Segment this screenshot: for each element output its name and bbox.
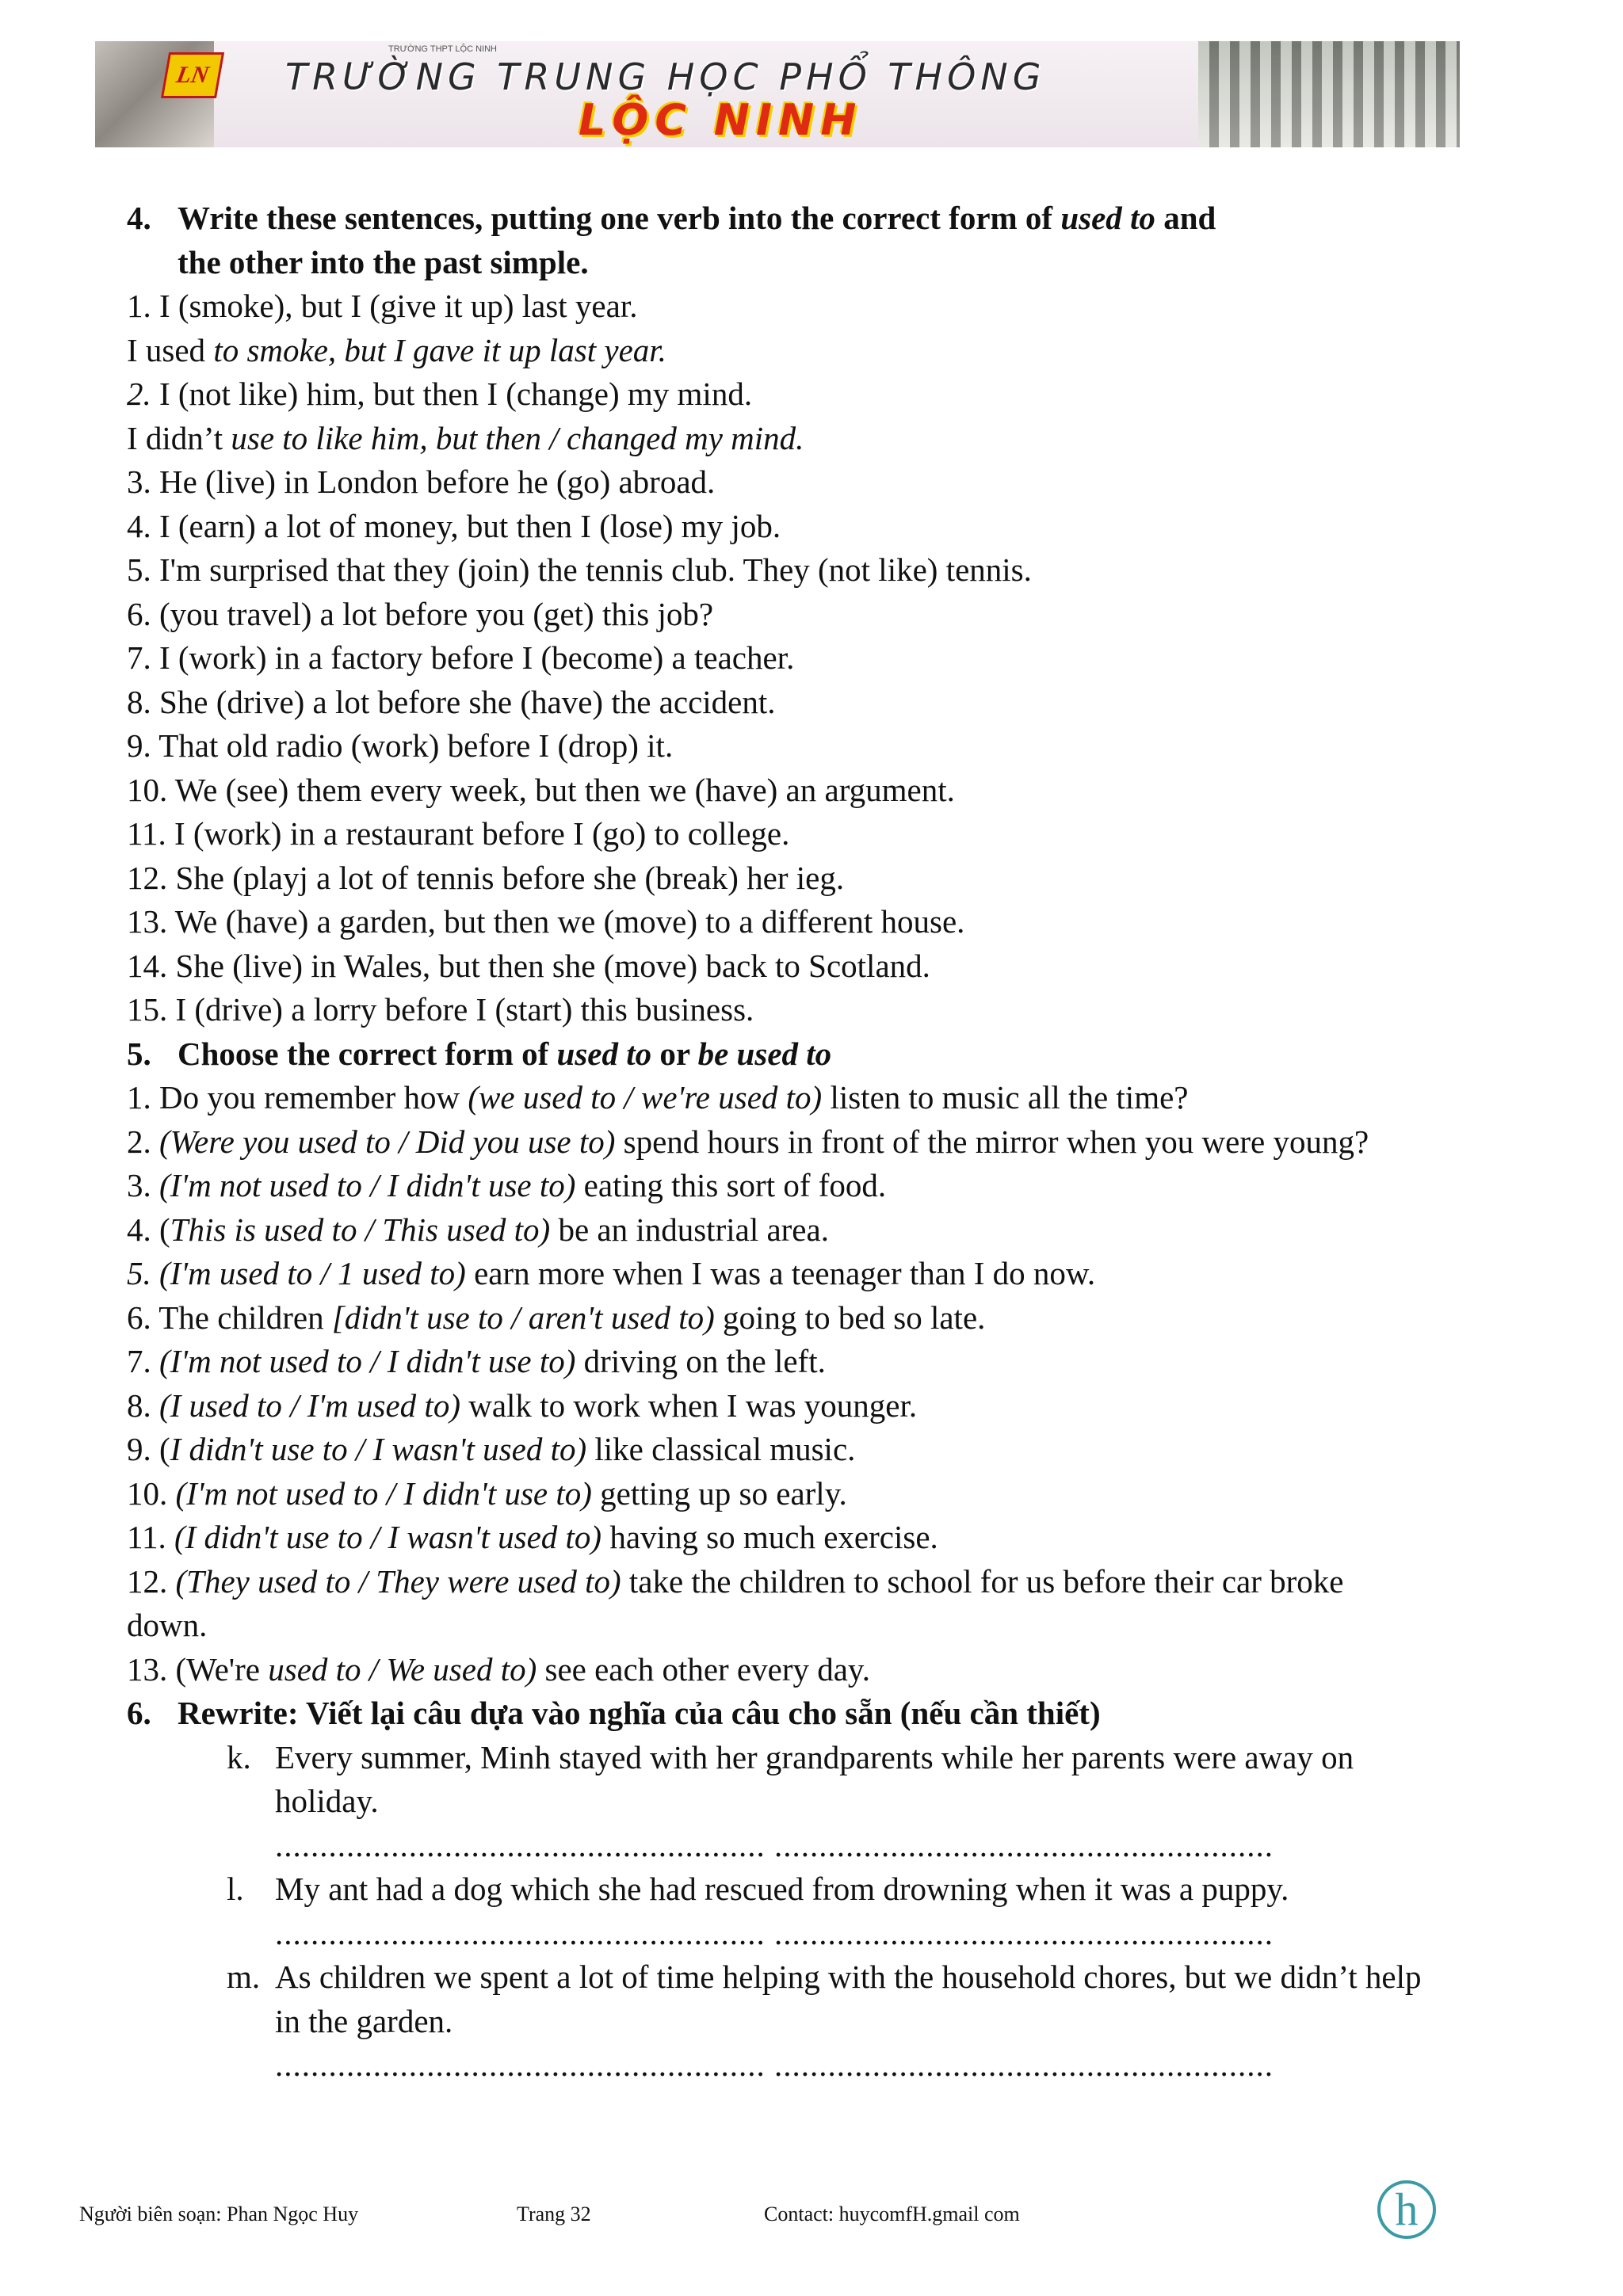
section-4-item: 3. He (live) in London before he (go) abroad. bbox=[127, 463, 716, 500]
section-5-item: 6. The children [didn't use to / aren't used to) going to bed so late. bbox=[127, 1299, 986, 1336]
section-4-item: 10. We (see) them every week, but then we (have) an argument. bbox=[127, 771, 955, 808]
worksheet-content bbox=[127, 196, 1426, 2088]
section-4-item: 13. We (have) a garden, but then we (move) to a different house. bbox=[127, 903, 965, 940]
section-6-heading: 6. Rewrite: Viết lại câu dựa vào nghĩa của câu cho sẵn (nếu cần thiết) bbox=[127, 1695, 1101, 1731]
section-5-item: 12. (They used to / They were used to) take the children to school for us before their car broke down. bbox=[127, 1562, 1344, 1643]
section-4-example-1-answer: I used to smoke, but I gave it up last year. bbox=[127, 331, 666, 368]
section-5-item: 10. (I'm not used to / I didn't use to) getting up so early. bbox=[127, 1474, 847, 1512]
section-5-item: 9. (I didn't use to / I wasn't used to) like classical music. bbox=[127, 1431, 856, 1467]
rewrite-item-l: l. My ant had a dog which she had rescued from drowning when it was a puppy. bbox=[227, 1871, 1289, 1907]
section-4-example-1-question: 1. I (smoke), but I (give it up) last year. bbox=[127, 288, 638, 324]
rewrite-item-k: k. Every summer, Minh stayed with her grandparents while her parents were away on holiday. bbox=[227, 1738, 1354, 1819]
header-banner bbox=[95, 41, 1460, 147]
section-4-item: 9. That old radio (work) before I (drop) it. bbox=[127, 727, 674, 764]
section-5-item: 4. (This is used to / This used to) be an industrial area. bbox=[127, 1211, 829, 1248]
answer-line[interactable]: ....................................................... ........................................................ bbox=[275, 1914, 1274, 1951]
section-4-heading-line2: the other into the past simple. bbox=[178, 243, 589, 280]
footer-page-number: Trang 32 bbox=[517, 2203, 591, 2225]
rewrite-item-m: m. As children we spent a lot of time helping with the household chores, but we didn’t help in the garden. bbox=[227, 1958, 1422, 2039]
banner-small-label: TRƯỜNG THPT LỘC NINH bbox=[388, 44, 497, 54]
footer-logo-icon: h bbox=[1377, 2180, 1436, 2239]
school-logo: LN bbox=[161, 52, 224, 98]
section-5-heading: 5. Choose the correct form of used to or be used to bbox=[127, 1035, 832, 1072]
section-5-item: 8. (I used to / I'm used to) walk to work when I was younger. bbox=[127, 1386, 918, 1424]
section-5-item: 5. (I'm used to / 1 used to) earn more when I was a teenager than I do now. bbox=[127, 1255, 1096, 1291]
section-4-item: 5. I'm surprised that they (join) the tennis club. They (not like) tennis. bbox=[127, 551, 1032, 588]
section-5-item: 11. (I didn't use to / I wasn't used to) having so much exercise. bbox=[127, 1519, 938, 1555]
section-4-item: 8. She (drive) a lot before she (have) the accident. bbox=[127, 683, 776, 720]
section-4-item: 12. She (playj a lot of tennis before she (break) her ieg. bbox=[127, 859, 845, 896]
section-4-item: 7. I (work) in a factory before I (become) a teacher. bbox=[127, 639, 795, 676]
section-4-item: 6. (you travel) a lot before you (get) this job? bbox=[127, 595, 714, 632]
section-4-item: 15. I (drive) a lorry before I (start) this business. bbox=[127, 991, 754, 1028]
footer-author: Người biên soạn: Phan Ngọc Huy bbox=[79, 2203, 359, 2225]
banner-title-line2: LỘC NINH bbox=[579, 95, 863, 145]
section-4-heading: 4. Write these sentences, putting one verb into the correct form of used to and bbox=[127, 200, 1216, 236]
answer-line[interactable]: ....................................................... ........................................................ bbox=[275, 1826, 1274, 1863]
section-5-item: 3. (I'm not used to / I didn't use to) eating this sort of food. bbox=[127, 1167, 887, 1203]
section-4-item: 11. I (work) in a restaurant before I (go) to college. bbox=[127, 815, 790, 852]
section-5-item: 7. (I'm not used to / I didn't use to) driving on the left. bbox=[127, 1343, 826, 1379]
section-4-item: 4. I (earn) a lot of money, but then I (lose) my job. bbox=[127, 507, 781, 544]
answer-line[interactable]: ....................................................... ........................................................ bbox=[275, 2046, 1274, 2083]
section-4-example-2-answer: I didn’t use to like him, but then / changed my mind. bbox=[127, 419, 804, 456]
section-4-item: 14. She (live) in Wales, but then she (move) back to Scotland. bbox=[127, 947, 930, 984]
section-5-item: 13. (We're used to / We used to) see each other every day. bbox=[127, 1650, 871, 1688]
banner-photo-right bbox=[1198, 41, 1460, 147]
banner-title-line1: TRƯỜNG TRUNG HỌC PHỔ THÔNG bbox=[285, 55, 1046, 98]
section-5-item: 1. Do you remember how (we used to / we're used to) listen to music all the time? bbox=[127, 1079, 1189, 1116]
section-5-item: 2. (Were you used to / Did you use to) spend hours in front of the mirror when you were young? bbox=[127, 1123, 1369, 1160]
section-4-example-2-question: 2. I (not like) him, but then I (change) my mind. bbox=[127, 376, 753, 412]
footer-contact: Contact: huycomfH.gmail com bbox=[764, 2203, 1020, 2225]
